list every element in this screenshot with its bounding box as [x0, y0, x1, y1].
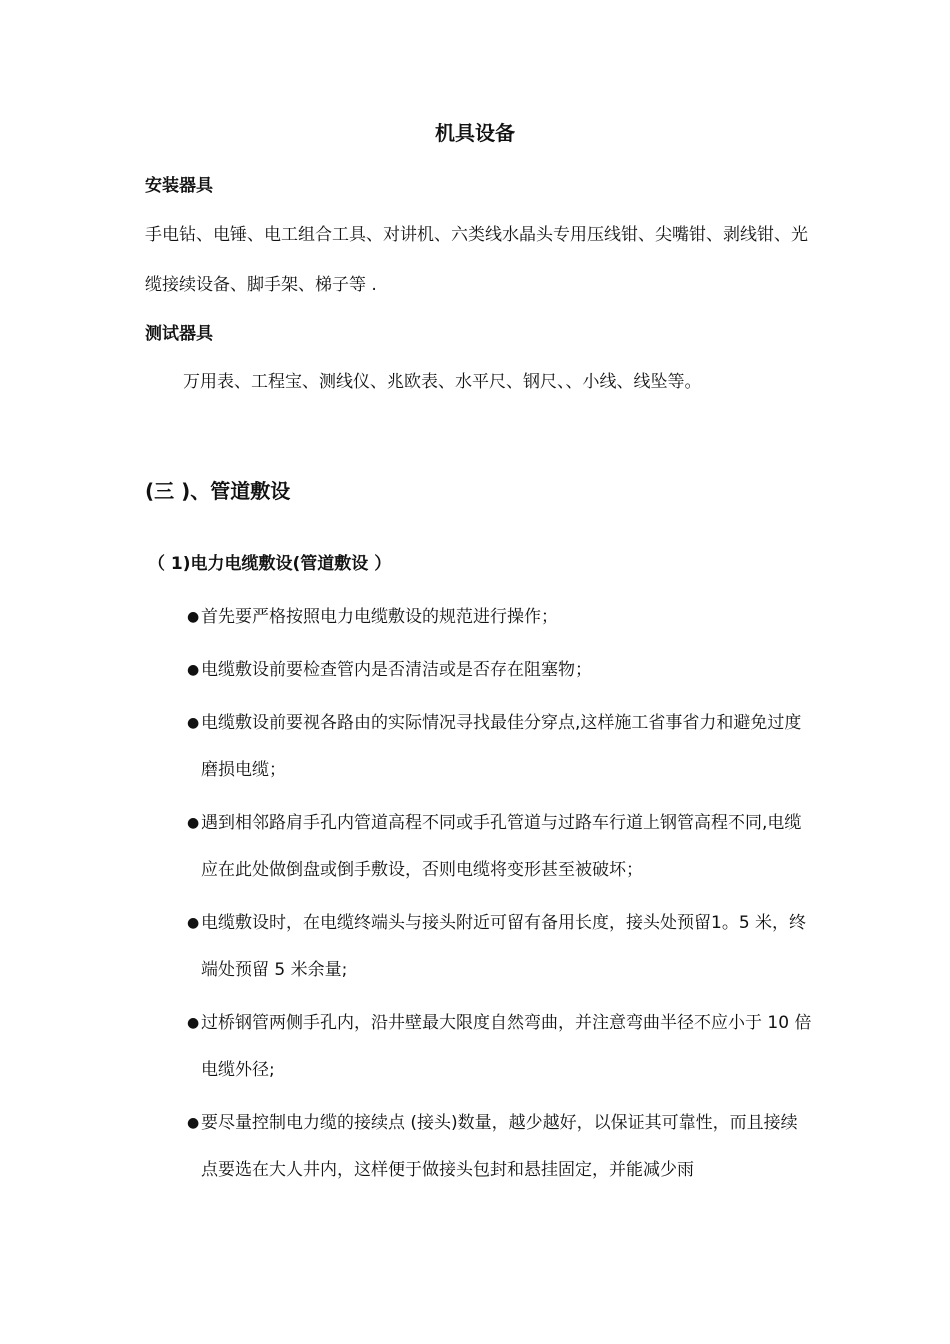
list-item-text: 电缆敷设前要视各路由的实际情况寻找最佳分穿点,这样施工省事省力和避免过度磨损电缆；: [201, 713, 802, 780]
bullet-dot-icon: ●: [187, 662, 200, 678]
section-heading: (三 )、管道敷设: [145, 479, 291, 503]
list-item-text: 电缆敷设前要检查管内是否清洁或是否存在阻塞物；: [201, 660, 592, 680]
bullet-dot-icon: ●: [187, 1115, 200, 1131]
bullet-dot-icon: ●: [187, 1015, 200, 1031]
bullet-dot-icon: ●: [187, 915, 200, 931]
list-item: [187, 1100, 812, 1194]
list-item: [187, 647, 812, 694]
install-tools-text: 手电钻、电锤、电工组合工具、对讲机、六类线水晶头专用压线钳、尖嘴钳、剥线钳、光缆接续设备、脚手架、梯子等 .: [145, 225, 808, 295]
list-item: [187, 594, 812, 641]
list-item-text: 电缆敷设时，在电缆终端头与接头附近可留有备用长度，接头处预留1。5 米，终端处预留 5 米余量;: [201, 913, 807, 980]
bullet-dot-icon: ●: [187, 609, 200, 625]
bullet-dot-icon: ●: [187, 815, 200, 831]
list-item-text: 过桥钢管两侧手孔内，沿井壁最大限度自然弯曲，并注意弯曲半径不应小于 10 倍电缆外径;: [201, 1013, 812, 1080]
install-tools-heading: 安装器具: [145, 176, 213, 196]
list-item-text: 首先要严格按照电力电缆敷设的规范进行操作；: [201, 607, 558, 627]
bullet-list: [187, 594, 812, 1200]
list-item-text: 要尽量控制电力缆的接续点 (接头)数量，越少越好，以保证其可靠性，而且接续点要选在大人井内，这样便于做接头包封和悬挂固定，并能减少雨: [201, 1113, 798, 1180]
list-item: [187, 700, 812, 794]
list-item-text: 遇到相邻路肩手孔内管道高程不同或手孔管道与过路车行道上钢管高程不同,电缆应在此处做倒盘或倒手敷设，否则电缆将变形甚至被破坏；: [201, 813, 802, 880]
page-title: 机具设备: [435, 121, 515, 145]
test-tools-text: 万用表、工程宝、测线仪、兆欧表、水平尺、钢尺、、小线、线坠等。: [183, 372, 702, 392]
subsection-heading: （ 1)电力电缆敷设(管道敷设 ）: [148, 554, 392, 574]
test-tools-heading: 测试器具: [145, 324, 213, 344]
list-item: [187, 800, 812, 894]
bullet-dot-icon: ●: [187, 715, 200, 731]
list-item: [187, 900, 812, 994]
list-item: [187, 1000, 812, 1094]
